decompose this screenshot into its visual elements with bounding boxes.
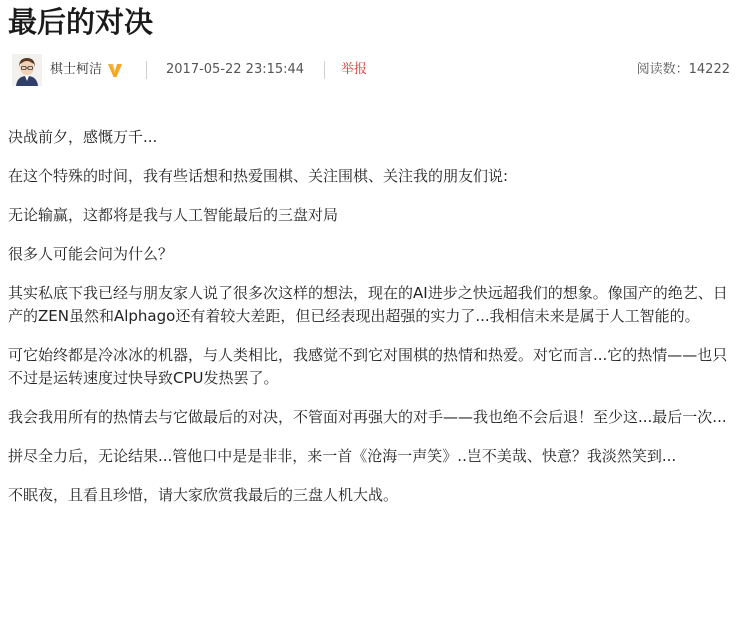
verified-v-icon: [106, 61, 124, 79]
meta-separator: [324, 61, 325, 79]
article-paragraph: 可它始终都是冷冰冰的机器，与人类相比，我感觉不到它对围棋的热情和热爱。对它而言...它的热情——也只不过是运转速度过快导致CPU发热罢了。: [8, 346, 728, 387]
article-body: [8, 126, 733, 523]
article-paragraph: 我会我用所有的热情去与它做最后的对决，不管面对再强大的对手——我也绝不会后退！至少这...最后一次...: [8, 408, 727, 426]
article-paragraph: 很多人可能会问为什么？: [8, 245, 174, 263]
read-count-value: 14222: [688, 62, 730, 77]
article-paragraph: 不眠夜，且看且珍惜，请大家欣赏我最后的三盘人机大战。: [8, 486, 399, 504]
article-paragraph: 其实私底下我已经与朋友家人说了很多次这样的想法，现在的AI进步之快远超我们的想象。像国产的绝艺、日产的ZEN虽然和Alphago还有着较大差距，但已经表现出超强的实力了...我相信未来是属于人工智能的。: [8, 284, 728, 325]
publish-datetime: 2017-05-22 23:15:44: [166, 62, 305, 77]
report-link[interactable]: 举报: [341, 62, 368, 77]
meta-separator: [146, 61, 147, 79]
article-meta: [8, 50, 740, 90]
read-count: [637, 61, 730, 79]
article-paragraph: 拼尽全力后，无论结果...管他口中是是非非，来一首《沧海一声笑》..岂不美哉、快意？我淡然笑到...: [8, 447, 677, 465]
author-name[interactable]: 棋士柯洁: [50, 62, 103, 77]
article-paragraph: 决战前夕，感慨万千...: [8, 128, 158, 146]
article-title: 最后的对决: [8, 5, 154, 39]
avatar-icon[interactable]: [12, 54, 42, 86]
article-paragraph: 在这个特殊的时间，我有些话想和热爱围棋、关注围棋、关注我的朋友们说:: [8, 167, 509, 185]
article-paragraph: 无论输赢，这都将是我与人工智能最后的三盘对局: [8, 206, 339, 224]
read-count-label: 阅读数：: [636, 62, 689, 77]
